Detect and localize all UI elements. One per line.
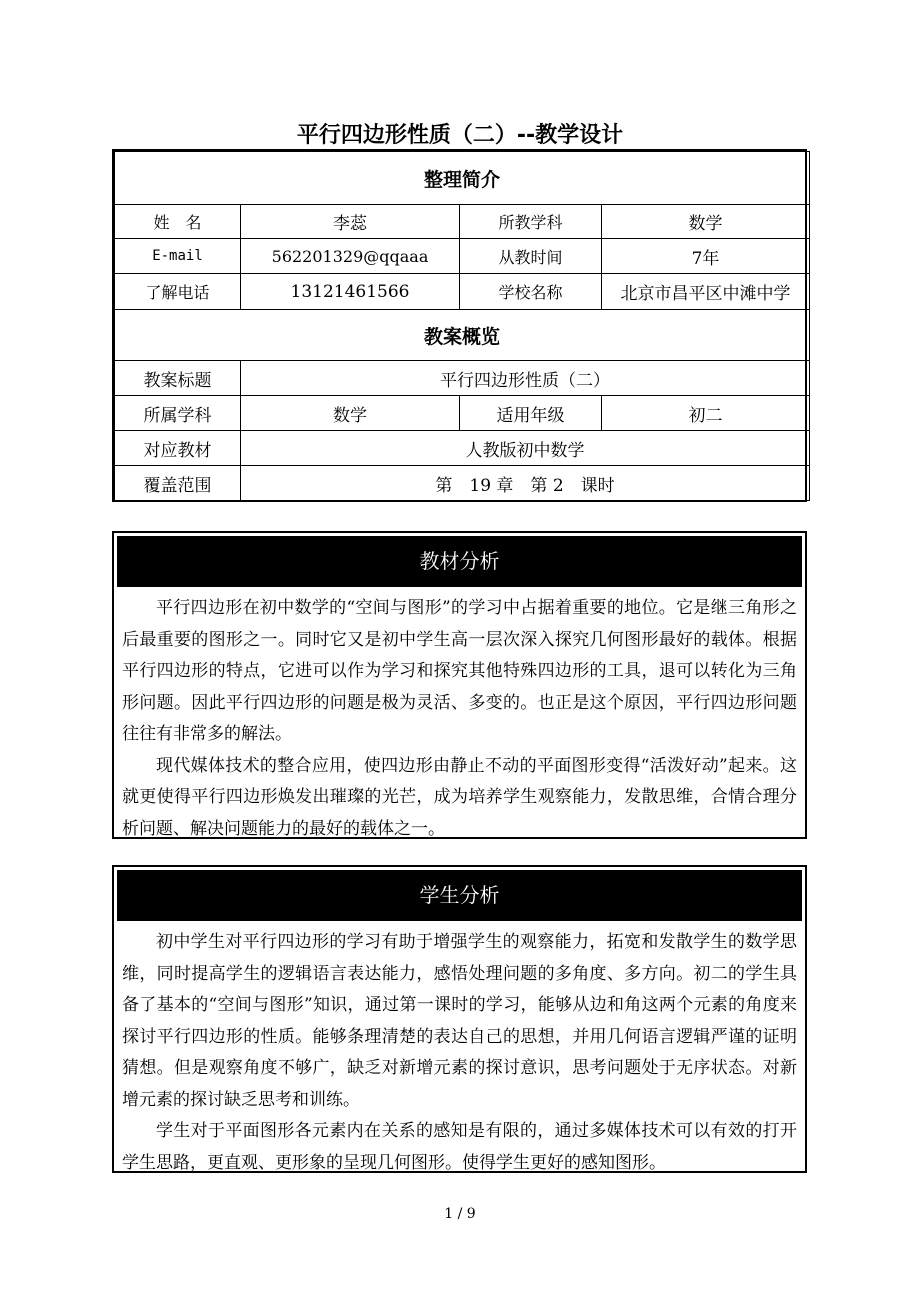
course-value: 数学 bbox=[241, 396, 460, 431]
phone-value: 13121461566 bbox=[241, 274, 460, 310]
student-paragraph-1: 初中学生对平行四边形的学习有助于增强学生的观察能力，拓宽和发散学生的数学思维，同时提高学生的逻辑语言表达能力，感悟处理问题的多角度、多方向。初二的学生具备了基本的“空间与图形”知识，通过第一课时的学习，能够从边和角这两个元素的角度来探讨平行四边形的性质。能够条理清楚的表达自己的思想，并用几何语言逻辑严谨的证明猜想。但是观察角度不够广，缺乏对新增元素的探讨意识，思考问题处于无序状态。对新增元素的探讨缺乏思考和训练。 bbox=[122, 932, 797, 1110]
scope-value: 第 19 章 第 2 课时 bbox=[241, 466, 810, 501]
material-analysis-section bbox=[112, 531, 807, 839]
school-value: 北京市昌平区中滩中学 bbox=[602, 274, 810, 310]
document-title: 平行四边形性质（二）--教学设计 bbox=[296, 123, 624, 148]
name-label: 姓 名 bbox=[115, 205, 241, 239]
course-label: 所属学科 bbox=[115, 396, 241, 431]
student-analysis-heading: 学生分析 bbox=[117, 870, 802, 921]
student-analysis-section bbox=[112, 865, 807, 1173]
overview-heading: 教案概览 bbox=[115, 310, 810, 361]
subject-value: 数学 bbox=[602, 205, 810, 239]
grade-value: 初二 bbox=[602, 396, 810, 431]
topic-value: 平行四边形性质（二） bbox=[241, 361, 810, 396]
email-value: 562201329@qqaaa bbox=[241, 239, 460, 274]
years-value: 7年 bbox=[602, 239, 810, 274]
school-label: 学校名称 bbox=[460, 274, 602, 310]
scope-label: 覆盖范围 bbox=[115, 466, 241, 501]
textbook-value: 人教版初中数学 bbox=[241, 431, 810, 466]
page-number: 1 / 9 bbox=[444, 1206, 476, 1222]
topic-label: 教案标题 bbox=[115, 361, 241, 396]
material-analysis-heading: 教材分析 bbox=[117, 536, 802, 587]
years-label: 从教时间 bbox=[460, 239, 602, 274]
profile-heading: 整理简介 bbox=[115, 152, 810, 205]
material-paragraph-2: 现代媒体技术的整合应用，使四边形由静止不动的平面图形变得“活泼好动”起来。这就更使得平行四边形焕发出璀璨的光芒，成为培养学生观察能力，发散思维，合情合理分析问题、解决问题能力的最好的载体之一。 bbox=[122, 755, 797, 839]
material-paragraph-1: 平行四边形在初中数学的“空间与图形”的学习中占据着重要的地位。它是继三角形之后最重要的图形之一。同时它又是初中学生高一层次深入探究几何图形最好的载体。根据平行四边形的特点，它进可以作为学习和探究其他特殊四边形的工具，退可以转化为三角形问题。因此平行四边形的问题是极为灵活、多变的。也正是这个原因，平行四边形问题往往有非常多的解法。 bbox=[122, 598, 797, 744]
email-label: E-mail bbox=[115, 239, 241, 274]
name-value: 李蕊 bbox=[241, 205, 460, 239]
grade-label: 适用年级 bbox=[460, 396, 602, 431]
subject-label: 所教学科 bbox=[460, 205, 602, 239]
student-paragraph-2: 学生对于平面图形各元素内在关系的感知是有限的，通过多媒体技术可以有效的打开学生思路，更直观、更形象的呈现几何图形。使得学生更好的感知图形。 bbox=[122, 1121, 797, 1173]
textbook-label: 对应教材 bbox=[115, 431, 241, 466]
profile-table bbox=[112, 149, 807, 502]
phone-label: 了解电话 bbox=[115, 274, 241, 310]
